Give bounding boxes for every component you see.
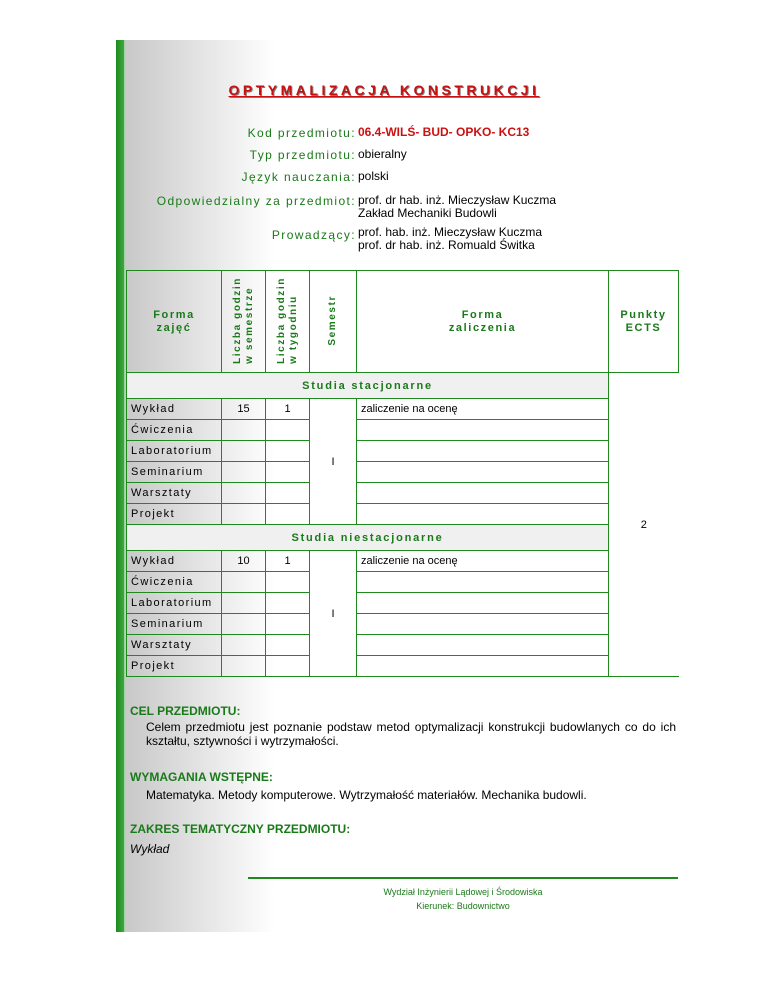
table-row: [127, 462, 679, 483]
row-zal: [357, 420, 609, 441]
row-tyg: [266, 593, 310, 614]
table-row: [127, 572, 679, 593]
row-zal: [357, 635, 609, 656]
row-forma: Laboratorium: [127, 441, 222, 462]
jezyk-label: Język nauczania:: [241, 170, 356, 184]
odpowiedzialny-line-2: Zakład Mechaniki Budowli: [358, 206, 497, 220]
row-tyg: [266, 635, 310, 656]
typ-value: obieralny: [358, 147, 407, 161]
row-sem: [222, 462, 266, 483]
row-tyg: 1: [266, 399, 310, 420]
header-godz-semestr: Liczba godzin w semestrze: [222, 271, 266, 373]
row-sem: [222, 420, 266, 441]
row-forma: Laboratorium: [127, 593, 222, 614]
row-tyg: [266, 656, 310, 677]
semestr-stacjonarne: I: [310, 399, 357, 525]
row-forma: Ćwiczenia: [127, 420, 222, 441]
table-row: [127, 593, 679, 614]
row-tyg: [266, 483, 310, 504]
row-forma: Wykład: [127, 399, 222, 420]
row-sem: [222, 441, 266, 462]
zakres-heading: ZAKRES TEMATYCZNY PRZEDMIOTU:: [130, 822, 351, 836]
footer-kierunek: Kierunek: Budownictwo: [416, 901, 510, 911]
row-forma: Projekt: [127, 504, 222, 525]
row-forma: Seminarium: [127, 462, 222, 483]
prowadzacy-line-2: prof. dr hab. inż. Romuald Świtka: [358, 238, 535, 252]
footer-divider: [248, 877, 678, 879]
row-forma: Warsztaty: [127, 483, 222, 504]
wymagania-text: Matematyka. Metody komputerowe. Wytrzymałość materiałów. Mechanika budowli.: [146, 788, 587, 802]
table-row: [127, 441, 679, 462]
page-title: OPTYMALIZACJA KONSTRUKCJI: [228, 82, 540, 98]
table-row: [127, 483, 679, 504]
row-forma: Ćwiczenia: [127, 572, 222, 593]
section-row-stacjonarne: [127, 373, 679, 399]
odpowiedzialny-value: [358, 194, 556, 220]
odpowiedzialny-label: Odpowiedzialny za przedmiot:: [156, 194, 356, 208]
section-row-niestacjonarne: [127, 525, 679, 551]
cel-text: Celem przedmiotu jest poznanie podstaw metod optymalizacji konstrukcji budowlanych co do ich kształtu, sztywności i wytrzymałości.: [146, 720, 676, 748]
header-godz-tydzien: Liczba godzin w tygodniu: [266, 271, 310, 373]
row-forma: Projekt: [127, 656, 222, 677]
row-sem: [222, 614, 266, 635]
wymagania-heading: WYMAGANIA WSTĘPNE:: [130, 770, 273, 784]
row-sem: [222, 635, 266, 656]
row-tyg: 1: [266, 551, 310, 572]
footer-faculty: Wydział Inżynierii Lądowej i Środowiska: [383, 887, 543, 897]
table-row: [127, 504, 679, 525]
prowadzacy-label: Prowadzący:: [271, 228, 356, 242]
section-label-niestacjonarne: Studia niestacjonarne: [127, 525, 609, 551]
row-zal: zaliczenie na ocenę: [357, 399, 609, 420]
row-tyg: [266, 572, 310, 593]
table-row: [127, 420, 679, 441]
row-tyg: [266, 420, 310, 441]
typ-label: Typ przedmiotu:: [249, 148, 356, 162]
row-zal: [357, 441, 609, 462]
table-row: [127, 551, 679, 572]
course-table: [126, 270, 679, 677]
row-zal: [357, 593, 609, 614]
row-sem: [222, 593, 266, 614]
row-sem: [222, 656, 266, 677]
row-sem: [222, 504, 266, 525]
row-tyg: [266, 504, 310, 525]
row-forma: Seminarium: [127, 614, 222, 635]
row-tyg: [266, 462, 310, 483]
header-ects: Punkty ECTS: [609, 271, 679, 373]
row-sem: [222, 572, 266, 593]
kod-label: Kod przedmiotu:: [247, 126, 356, 140]
row-sem: 15: [222, 399, 266, 420]
row-zal: [357, 483, 609, 504]
row-zal: [357, 572, 609, 593]
prowadzacy-value: [358, 226, 542, 252]
row-tyg: [266, 441, 310, 462]
header-zaliczenie: Forma zaliczenia: [357, 271, 609, 373]
prowadzacy-line-1: prof. hab. inż. Mieczysław Kuczma: [358, 225, 543, 239]
table-header-row: [127, 271, 679, 373]
header-forma: Forma zajęć: [127, 271, 222, 373]
table-row: [127, 635, 679, 656]
section-label-stacjonarne: Studia stacjonarne: [127, 373, 609, 399]
left-green-bar-edge: [124, 40, 125, 932]
row-sem: [222, 483, 266, 504]
jezyk-value: polski: [358, 169, 389, 183]
row-zal: [357, 462, 609, 483]
header-semestr: Semestr: [310, 271, 357, 373]
row-sem: 10: [222, 551, 266, 572]
row-tyg: [266, 614, 310, 635]
cel-heading: CEL PRZEDMIOTU:: [130, 704, 241, 718]
row-forma: Warsztaty: [127, 635, 222, 656]
row-forma: Wykład: [127, 551, 222, 572]
ects-value: 2: [609, 373, 679, 677]
row-zal: [357, 504, 609, 525]
table-row: [127, 614, 679, 635]
semestr-niestacjonarne: I: [310, 551, 357, 677]
table-row: [127, 656, 679, 677]
odpowiedzialny-line-1: prof. dr hab. inż. Mieczysław Kuczma: [358, 193, 557, 207]
row-zal: zaliczenie na ocenę: [357, 551, 609, 572]
left-green-bar: [116, 40, 124, 932]
row-zal: [357, 656, 609, 677]
table-row: [127, 399, 679, 420]
zakres-wyklad: Wykład: [130, 842, 170, 856]
kod-value: 06.4-WILŚ- BUD- OPKO- KC13: [358, 125, 530, 139]
row-zal: [357, 614, 609, 635]
